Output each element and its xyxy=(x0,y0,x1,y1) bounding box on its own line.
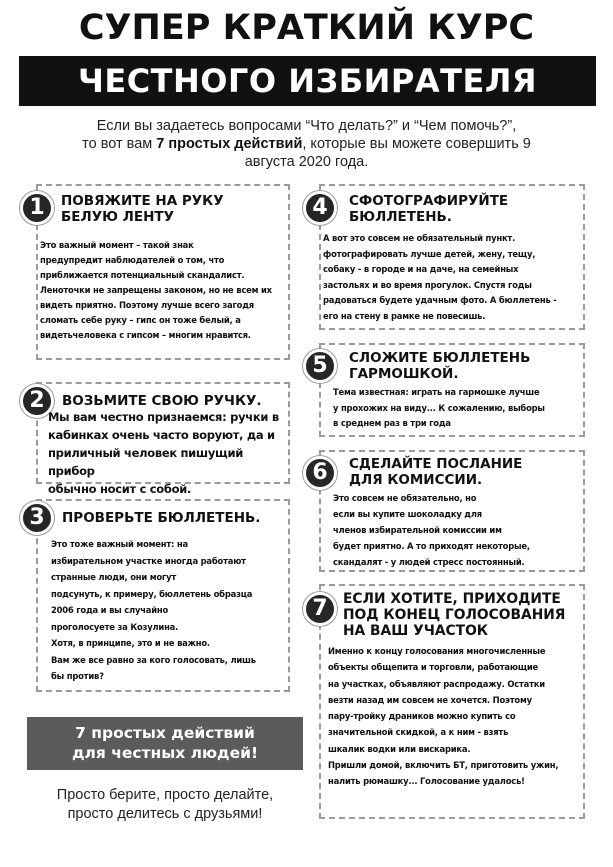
intro-line-2-bold: 7 простых действий xyxy=(156,136,303,152)
page-title: СУПЕР КРАТКИЙ КУРС xyxy=(78,8,535,48)
page-title-banner: ЧЕСТНОГО ИЗБИРАТЕЛЯ xyxy=(19,56,596,106)
summary-banner: 7 простых действий для честных людей! xyxy=(27,717,303,770)
step-number-1: 1 xyxy=(20,191,54,225)
step-text-6: Это совсем не обязательно, но если вы купите шоколадку для членов избирательной комиссии им будет приятно. А то приходят некоторые, скандалят - у людей стресс постоянный. xyxy=(333,493,530,567)
step-text-1: Это важный момент – такой знак предупредит наблюдателей о том, что приближается потенциальный скандалист. Леноточки не запрещены законом, но не всем их видеть приятно. Поэтому лучше всего загодя сломать себе руку – гипс он тоже белый, а видетьчеловека с гипсом – многим нравится. xyxy=(40,240,272,340)
step-heading-6: СДЕЛАЙТЕ ПОСЛАНИЕ ДЛЯ КОМИССИИ. xyxy=(349,456,523,488)
intro-line-2 xyxy=(30,135,583,153)
step-heading-7: ЕСЛИ ХОТИТЕ, ПРИХОДИТЕ ПОД КОНЕЦ ГОЛОСОВАНИЯ НА ВАШ УЧАСТОК xyxy=(343,591,566,639)
step-text-2: Мы вам честно признаемся: ручки в кабинках очень часто воруют, да и приличный человек пишущий прибор обычно носит с собой. xyxy=(48,410,279,496)
step-number-4: 4 xyxy=(303,191,337,225)
closing-text: Просто берите, просто делайте, просто делитесь с друзьями! xyxy=(56,787,274,822)
step-text-7: Именно к концу голосования многочисленные объекты общепита и торговли, работающие на участках, объявляют распродажу. Остатки везти назад им совсем не хочется. Поэтому пару-тройку драников можно купить со значительной скидкой, а к ним - взять шкалик водки или вискарика. Пришли домой, включить БТ, приготовить ужин, налить рюмашку... Голосование удалось! xyxy=(328,646,559,787)
intro-line-2-pre: то вот вам xyxy=(82,136,157,152)
step-number-6: 6 xyxy=(303,456,337,490)
step-heading-4: СФОТОГРАФИРУЙТЕ БЮЛЛЕТЕНЬ. xyxy=(349,193,509,225)
step-text-5: Тема известная: играть на гармошке лучше у прохожих на виду... К сожалению, выборы в среднем раз в три года xyxy=(333,387,545,428)
step-text-3: Это тоже важный момент: на избирательном участке иногда работают странные люди, они могут подсунуть, к примеру, бюллетень образца 2006 года и вы случайно проголосуете за Козулина. Хотя, в принципе, это и не важно. Вам же все равно за кого голосовать, лишь бы против? xyxy=(51,539,256,681)
intro-line-3: августа 2020 года. xyxy=(244,154,369,170)
step-number-2: 2 xyxy=(20,384,54,418)
step-heading-5: СЛОЖИТЕ БЮЛЛЕТЕНЬ ГАРМОШКОЙ. xyxy=(349,350,531,382)
step-text-4: А вот это совсем не обязательный пункт. фотографировать лучше детей, жену, тещу, собаку - в городе и на даче, на семейных застольях и во время прогулок. Спустя годы радоваться будете удачным фото. А бюллетень - его на стену в рамке не повесишь. xyxy=(323,233,557,321)
step-number-5: 5 xyxy=(303,349,337,383)
step-number-7: 7 xyxy=(303,592,337,626)
step-number-3: 3 xyxy=(20,501,54,535)
step-heading-3: ПРОВЕРЬТЕ БЮЛЛЕТЕНЬ. xyxy=(62,510,261,526)
step-heading-1: ПОВЯЖИТЕ НА РУКУ БЕЛУЮ ЛЕНТУ xyxy=(61,193,224,225)
intro-line-2-post: , которые вы можете совершить 9 xyxy=(302,136,531,152)
intro-line-1: Если вы задаетесь вопросами “Что делать?” и “Чем помочь?”, xyxy=(96,118,517,134)
step-heading-2: ВОЗЬМИТЕ СВОЮ РУЧКУ. xyxy=(62,393,262,409)
intro-text xyxy=(30,117,583,171)
